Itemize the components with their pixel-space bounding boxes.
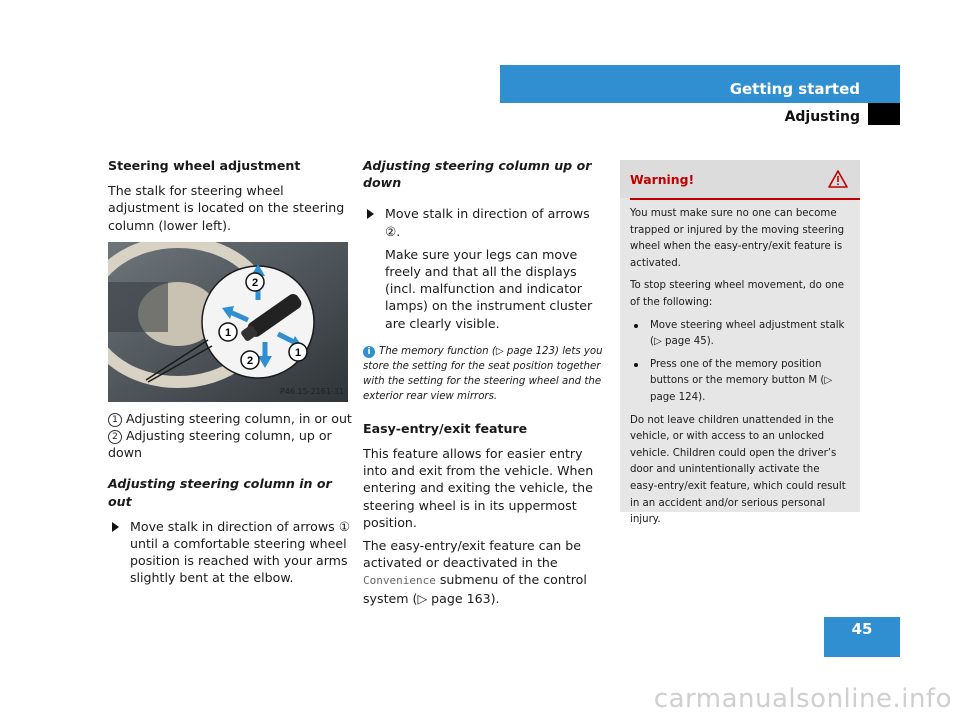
- up-down-note: Make sure your legs can move freely and that all the displays (incl. malfunction and indicator lamps) on the instrument cluster are clearly visible.: [385, 246, 593, 331]
- warning-triangle-icon: [828, 170, 848, 188]
- warning-bullet: Press one of the memory position buttons or the memory button M (▷ page 124).: [630, 357, 850, 407]
- info-icon: i: [363, 346, 375, 358]
- easy-entry-p2: The easy-entry/exit feature can be activated or deactivated in the Convenience submenu of the control system (▷ page 163).: [363, 538, 587, 606]
- steering-stalk-photo: [108, 242, 348, 402]
- in-out-heading: Adjusting steering column in or out: [108, 476, 332, 509]
- warning-header: [620, 160, 860, 198]
- svg-text:2: 2: [251, 276, 259, 289]
- warning-box: [620, 160, 860, 526]
- middle-column: [363, 157, 608, 613]
- convenience-menu-label: Convenience: [363, 574, 436, 588]
- warning-p2: To stop steering wheel movement, do one of the following:: [630, 280, 845, 308]
- warning-p3: Do not leave children unattended in the vehicle, or with access to an unlocked vehicle. Children could open the driver’s door and unintentionally activate the easy-entry/exit feature, which could result in an accident and/or serious personal injury.: [630, 414, 846, 526]
- watermark: carmanualsonline.info: [653, 684, 952, 714]
- warning-title: Warning!: [630, 172, 695, 187]
- step-arrow-icon: [367, 209, 374, 219]
- page-number: 45: [824, 617, 900, 657]
- warning-body: [620, 198, 860, 543]
- svg-text:1: 1: [224, 326, 232, 339]
- steering-heading: Steering wheel adjustment: [108, 158, 301, 173]
- svg-text:1: 1: [294, 346, 302, 359]
- svg-text:2: 2: [246, 354, 254, 367]
- warning-divider: [630, 198, 860, 200]
- up-down-step: Move stalk in direction of arrows ②.: [363, 205, 608, 239]
- steering-intro: The stalk for steering wheel adjustment is located on the steering column (lower left).: [108, 183, 345, 233]
- legend-item: 1 Adjusting steering column, in or out: [108, 410, 353, 427]
- header-marker: [868, 103, 900, 125]
- section-title: Getting started: [729, 80, 860, 98]
- left-column: [108, 157, 353, 593]
- image-code: P46.15-2161-31: [279, 386, 344, 396]
- warning-p1: You must make sure no one can become trapped or injured by the moving steering wheel when the easy-entry/exit feature is activated.: [630, 208, 845, 269]
- warning-bullet: Move steering wheel adjustment stalk (▷ page 45).: [630, 318, 850, 351]
- easy-entry-p1: This feature allows for easier entry into and exit from the vehicle. When entering and exiting the vehicle, the steering wheel is in its uppermost position.: [363, 446, 594, 530]
- easy-entry-heading: Easy-entry/exit feature: [363, 420, 528, 436]
- in-out-step: Move stalk in direction of arrows ① until a comfortable steering wheel position is reached with your arms slightly bent at the elbow.: [108, 518, 353, 587]
- legend-item: 2 Adjusting steering column, up or down: [108, 428, 332, 461]
- memory-note: i The memory function (▷ page 123) lets you store the setting for the seat position together with the setting for the steering wheel and the exterior rear view mirrors.: [363, 345, 603, 402]
- step-arrow-icon: [112, 522, 119, 532]
- up-down-heading: Adjusting steering column up or down: [363, 158, 592, 191]
- steering-illustration: [108, 242, 348, 402]
- subsection-title: Adjusting: [784, 109, 860, 125]
